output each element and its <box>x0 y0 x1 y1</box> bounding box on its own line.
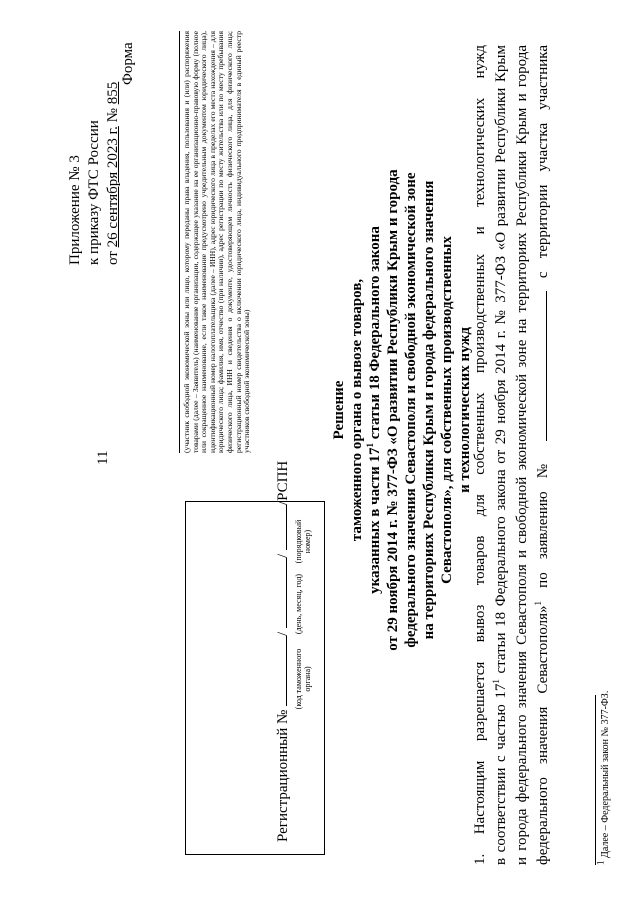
registration-line <box>272 461 292 842</box>
form-label: Форма <box>120 42 136 85</box>
title-line-3 <box>366 65 384 755</box>
para-line-1: 1. Настоящим разрешается вывоз товаров для собственных производственных и технологических нужд <box>472 45 488 865</box>
title-line-4: от 29 ноября 2014 г. № 377-ФЗ «О развитии Республики Крым и города <box>385 169 401 651</box>
sub-customs-code: (код таможенного органа) <box>294 648 312 710</box>
footnote-text: Далее – Федеральный закон № 377-ФЗ. <box>600 690 611 861</box>
para-superscript-1: 1 <box>491 679 501 684</box>
title-line-3b: статьи 18 Федерального закона <box>367 226 383 443</box>
para-line-2a: в соответствии с частью 17 <box>493 683 509 865</box>
declarant-description: (участник свободной экономической зоны или лицо, которому переданы права владения, пользования и (или) распоряжения товарами (далее – Заявитель) (наименование организации, содержащее указание на ее организационно-правовую форму (полное или сокращенное наименование, если такое наименование предусмотрено учредительным документом юридического лица), идентификационный номер налогоплательщика (далее – ИНН), адрес юридического лица в пределах его места нахождения – для юридического лица; фамилия, имя, отчество (при наличии), адрес регистрации по месту жительства или по месту пребывания физического лица, ИНН и сведения о документе, удостоверяющем личность физического лица, для физического лица; регистрационный номер свидетельства о включении юридического лица, индивидуального предпринимателя в единый реестр участников свободной экономической зоны) <box>179 31 252 453</box>
order-date: 26 сентября 2023 г. <box>105 126 121 248</box>
registration-label: Регистрационный № <box>275 709 291 842</box>
para-line-4a: федерального значения Севастополя» <box>535 605 551 865</box>
sub-date: (день, месяц, год) <box>294 573 303 635</box>
body-paragraph <box>470 45 554 865</box>
serial-number-blank <box>272 505 287 550</box>
para-line-4 <box>533 45 554 865</box>
registration-separator-2: / <box>275 553 291 559</box>
appendix-from: от <box>105 251 121 265</box>
title-line-2: таможенного органа о вывозе товаров, <box>349 278 365 542</box>
appendix-line-2: к приказу ФТС России <box>86 120 102 265</box>
sub-serial-number: (порядковый номер) <box>294 519 312 564</box>
para-line-4c: с территории участка участника <box>535 45 551 279</box>
customs-code-blank <box>272 636 287 706</box>
footnote-mark: 1 <box>595 860 606 865</box>
registration-box <box>185 460 325 855</box>
order-number-label: № <box>105 108 121 123</box>
para-line-4b: по заявлению № <box>535 454 551 601</box>
para-line-3: и города федерального значения Севастополя и свободной экономической зоне на территориях Республики Крым и города <box>514 45 530 865</box>
date-blank <box>272 558 287 628</box>
registration-separator-1: / <box>275 631 291 636</box>
registration-suffix: /РСПН <box>275 460 291 506</box>
title-line-3a: указанных в части 17 <box>367 447 383 594</box>
decision-title <box>330 65 474 755</box>
page-number: 11 <box>95 450 111 465</box>
footnote-rule <box>595 695 596 865</box>
application-number-blank <box>534 291 547 441</box>
para-line-2 <box>491 45 512 865</box>
title-superscript: 1 <box>365 442 375 448</box>
order-number: 855 <box>105 81 121 105</box>
title-line-1: Решение <box>331 380 347 440</box>
appendix-header <box>66 35 123 265</box>
para-line-2b: статьи 18 Федерального закона от 29 ноября 2014 г. № 377-ФЗ «О развитии Республики Крым <box>493 45 509 680</box>
title-line-6: на территориях Республики Крым и города федерального значения <box>421 180 437 640</box>
appendix-line-1: Приложение № 3 <box>67 155 83 265</box>
title-line-8: и технологических нужд <box>457 327 473 493</box>
footnote <box>595 690 611 865</box>
para-superscript-2: 1 <box>533 600 543 606</box>
title-line-5: федерального значения Севастополя и свободной экономической зоне <box>403 172 419 648</box>
title-line-7: Севастополя», для собственных производственных <box>439 236 455 584</box>
